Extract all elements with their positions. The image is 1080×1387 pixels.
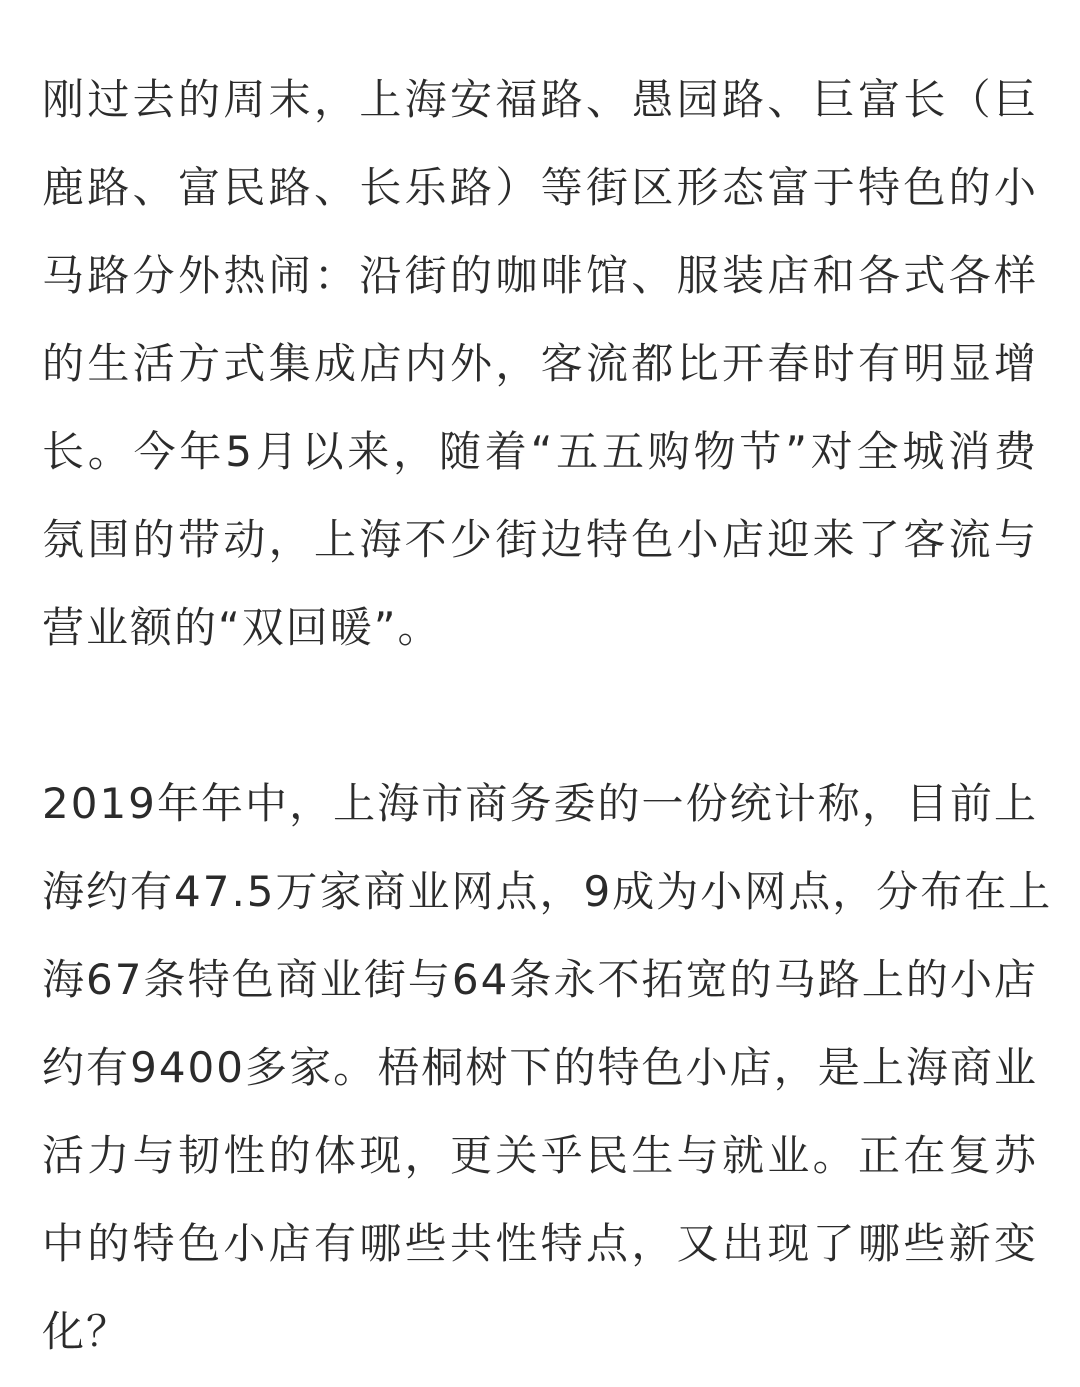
text-line: 中的特色小店有哪些共性特点，又出现了哪些新变: [42, 1219, 1038, 1268]
text-line: 海67条特色商业街与64条永不拓宽的马路上的小店: [42, 955, 1038, 1004]
text-line: 的生活方式集成店内外，客流都比开春时有明显增: [42, 339, 1038, 388]
article-body: [42, 56, 1053, 1376]
text-line: 营业额的“双回暖”。: [42, 603, 442, 652]
text-line: 海约有47.5万家商业网点，9成为小网点，分布在上: [42, 867, 1053, 916]
text-line: 鹿路、富民路、长乐路）等街区形态富于特色的小: [42, 163, 1038, 212]
text-line: 2019年年中，上海市商务委的一份统计称，目前上: [42, 779, 1038, 828]
text-line: 活力与韧性的体现，更关乎民生与就业。正在复苏: [42, 1131, 1038, 1180]
text-line: 长。今年5月以来，随着“五五购物节”对全城消费: [42, 427, 1038, 476]
text-line: 马路分外热闹：沿街的咖啡馆、服装店和各式各样: [42, 251, 1038, 300]
text-line: 刚过去的周末，上海安福路、愚园路、巨富长（巨: [42, 75, 1038, 124]
paragraph-spacer: [42, 672, 1038, 760]
text-line: 氛围的带动，上海不少街边特色小店迎来了客流与: [42, 515, 1038, 564]
paragraph-1: [42, 56, 1038, 672]
paragraph-2: [42, 760, 1053, 1376]
text-line: 约有9400多家。梧桐树下的特色小店，是上海商业: [42, 1043, 1038, 1092]
text-line: 化？: [42, 1307, 131, 1356]
